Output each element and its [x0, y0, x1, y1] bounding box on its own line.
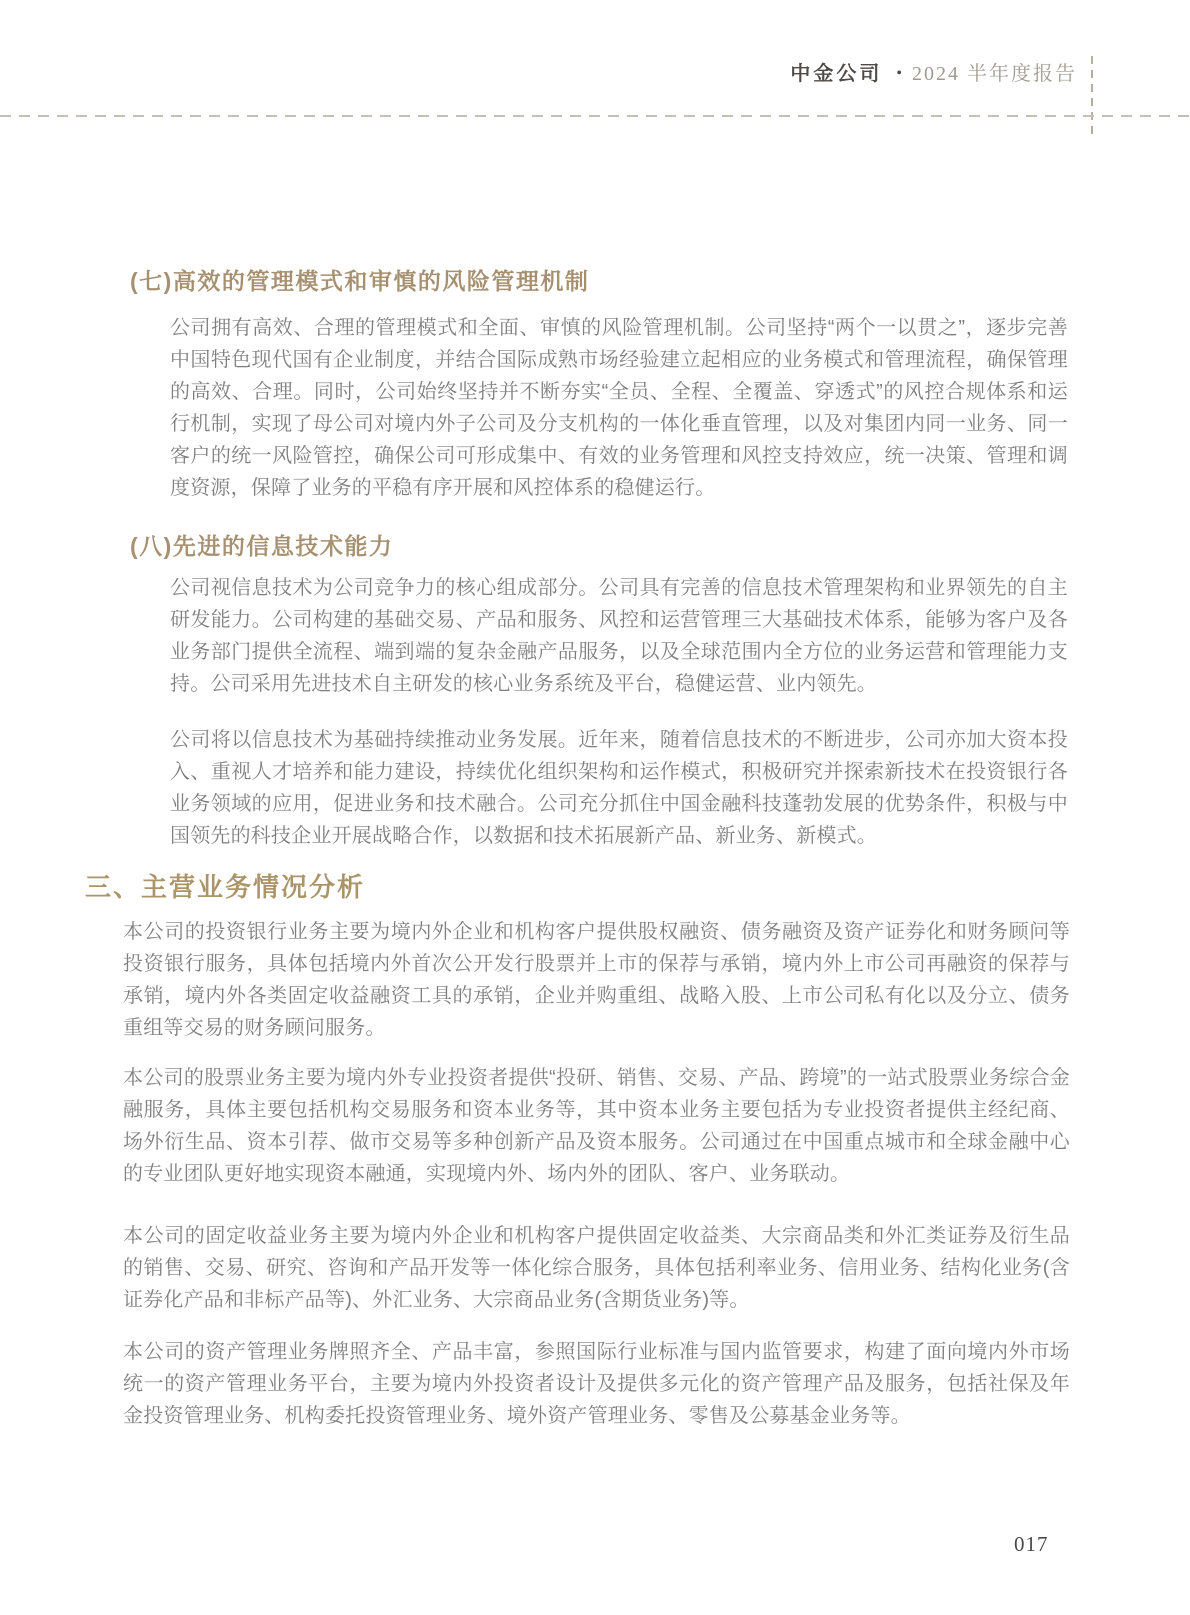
company-name: 中金公司 — [790, 63, 883, 85]
page-header — [790, 60, 1077, 88]
section-7-paragraph: 公司拥有高效、合理的管理模式和全面、审慎的风险管理机制。公司坚持“两个一以贯之”，逐步完善中国特色现代国有企业制度，并结合国际成熟市场经验建立起相应的业务模式和管理流程，确保管理的高效、合理。同时，公司始终坚持并不断夯实“全员、全程、全覆盖、穿透式”的风控合规体系和运行机制，实现了母公司对境内外子公司及分支机构的一体化垂直管理，以及对集团内同一业务、同一客户的统一风险管控，确保公司可形成集中、有效的业务管理和风控支持效应，统一决策、管理和调度资源，保障了业务的平稳有序开展和风控体系的稳健运行。 — [170, 317, 1068, 499]
section-3-heading: 三、主营业务情况分析 — [85, 872, 366, 902]
section-3-paragraph-4: 本公司的资产管理业务牌照齐全、产品丰富，参照国际行业标准与国内监管要求，构建了面向境内外市场统一的资产管理业务平台，主要为境内外投资者设计及提供多元化的资产管理产品及服务，包括社保及年金投资管理业务、机构委托投资管理业务、境外资产管理业务、零售及公募基金业务等。 — [123, 1341, 1070, 1427]
section-3-paragraph-1: 本公司的投资银行业务主要为境内外企业和机构客户提供股权融资、债务融资及资产证券化和财务顾问等投资银行服务，具体包括境内外首次公开发行股票并上市的保荐与承销，境内外上市公司再融资的保荐与承销，境内外各类固定收益融资工具的承销，企业并购重组、战略入股、上市公司私有化以及分立、债务重组等交易的财务顾问服务。 — [123, 921, 1070, 1039]
report-title: 2024 半年度报告 — [912, 63, 1077, 85]
separator-dot: • — [896, 65, 902, 82]
section-3-paragraph-3: 本公司的固定收益业务主要为境内外企业和机构客户提供固定收益类、大宗商品类和外汇类证券及衍生品的销售、交易、研究、咨询和产品开发等一体化综合服务，具体包括利率业务、信用业务、结构化业务(含证券化产品和非标产品等)、外汇业务、大宗商品业务(含期货业务)等。 — [123, 1225, 1070, 1311]
page-number: 017 — [1014, 1532, 1049, 1556]
section-3-paragraph-2: 本公司的股票业务主要为境内外专业投资者提供“投研、销售、交易、产品、跨境”的一站式股票业务综合金融服务，具体主要包括机构交易服务和资本业务等，其中资本业务主要包括为专业投资者提供主经纪商、场外衍生品、资本引荐、做市交易等多种创新产品及资本服务。公司通过在中国重点城市和全球金融中心的专业团队更好地实现资本融通，实现境内外、场内外的团队、客户、业务联动。 — [123, 1067, 1070, 1185]
section-8-paragraph-2: 公司将以信息技术为基础持续推动业务发展。近年来，随着信息技术的不断进步，公司亦加大资本投入、重视人才培养和能力建设，持续优化组织架构和运作模式，积极研究并探索新技术在投资银行各业务领域的应用，促进业务和技术融合。公司充分抓住中国金融科技蓬勃发展的优势条件，积极与中国领先的科技企业开展战略合作，以数据和技术拓展新产品、新业务、新模式。 — [170, 729, 1068, 847]
vertical-dashed-rule — [1091, 56, 1093, 134]
section-8-heading: (八)先进的信息技术能力 — [130, 533, 394, 559]
section-7-heading: (七)高效的管理模式和审慎的风险管理机制 — [130, 268, 590, 294]
section-8-paragraph-1: 公司视信息技术为公司竞争力的核心组成部分。公司具有完善的信息技术管理架构和业界领先的自主研发能力。公司构建的基础交易、产品和服务、风控和运营管理三大基础技术体系，能够为客户及各业务部门提供全流程、端到端的复杂金融产品服务，以及全球范围内全方位的业务运营和管理能力支持。公司采用先进技术自主研发的核心业务系统及平台，稳健运营、业内领先。 — [170, 577, 1068, 695]
horizontal-dashed-rule — [0, 115, 1190, 117]
